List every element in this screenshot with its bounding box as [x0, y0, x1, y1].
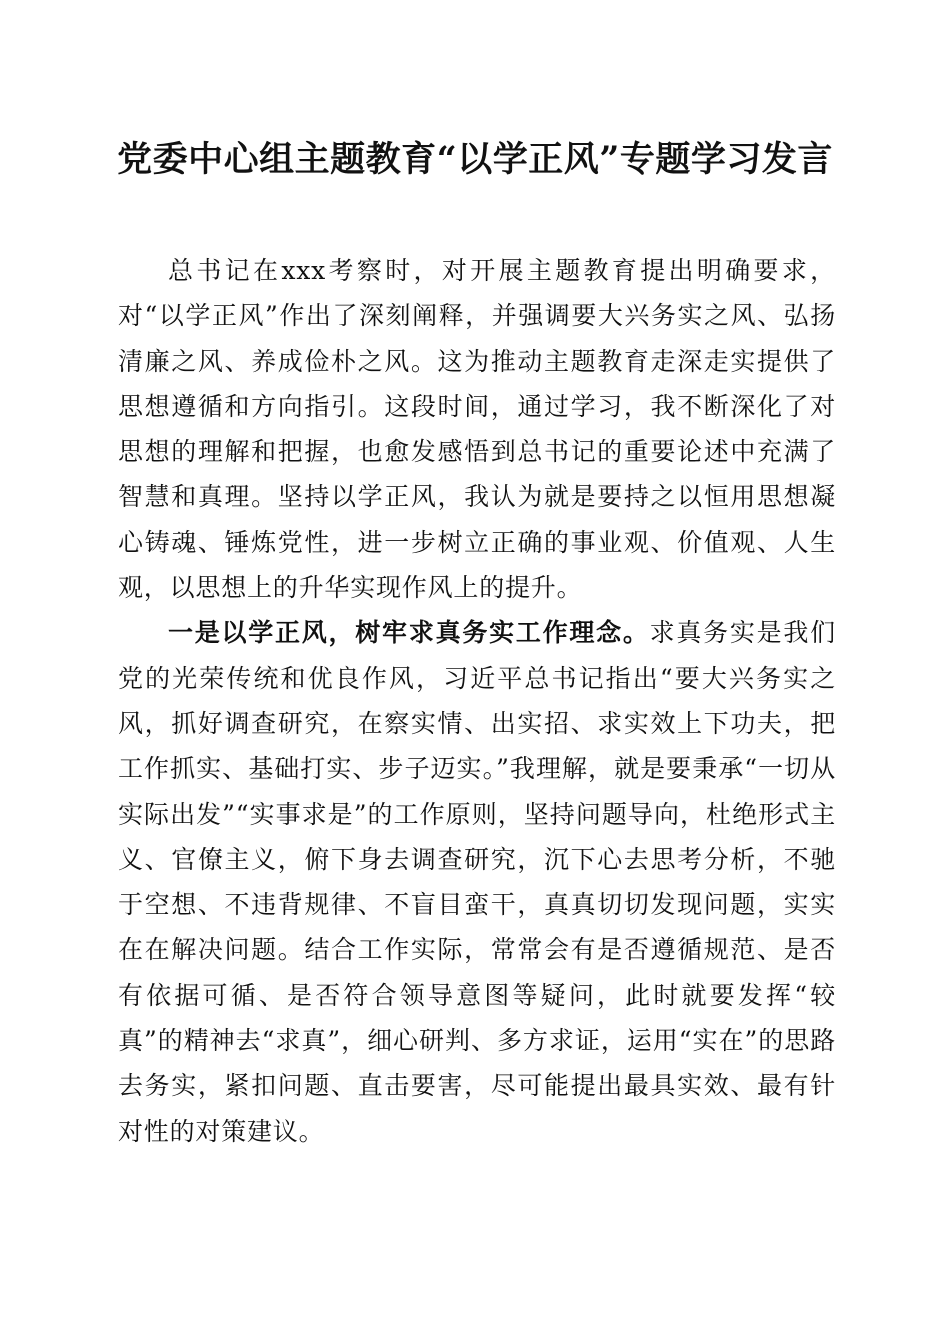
document-title: 党委中心组主题教育“以学正风”专题学习发言	[117, 139, 833, 180]
paragraph-text: 总书记在xxx考察时，对开展主题教育提出明确要求，对“以学正风”作出了深刻阐释，并强调要大兴务实之风、弘扬清廉之风、养成俭朴之风。这为推动主题教育走深走实提供了思想遵循和方向指引。这段时间，通过学习，我不断深化了对思想的理解和把握，也愈发感悟到总书记的重要论述中充满了智慧和真理。坚持以学正风，我认为就是要持之以恒用思想凝心铸魂、锤炼党性，进一步树立正确的事业观、价值观、人生观，以思想上的升华实现作风上的提升。	[118, 256, 836, 603]
paragraph-section-1	[118, 610, 836, 1154]
paragraph-text: 求真务实是我们党的光荣传统和优良作风，习近平总书记指出“要大兴务实之风，抓好调查研究，在察实情、出实招、求实效上下功夫，把工作抓实、基础打实、步子迈实。”我理解，就是要秉承“一切从实际出发”“实事求是”的工作原则，坚持问题导向，杜绝形式主义、官僚主义，俯下身去调查研究，沉下心去思考分析，不驰于空想、不违背规律、不盲目蛮干，真真切切发现问题，实实在在解决问题。结合工作实际，常常会有是否遵循规范、是否有依据可循、是否符合领导意图等疑问，此时就要发挥“较真”的精神去“求真”，细心研判、多方求证，运用“实在”的思路去务实，紧扣问题、直击要害，尽可能提出最具实效、最有针对性的对策建议。	[118, 618, 836, 1146]
section-heading: 一是以学正风，树牢求真务实工作理念。	[168, 618, 650, 648]
document-body	[118, 248, 836, 1154]
paragraph-intro	[118, 248, 836, 610]
